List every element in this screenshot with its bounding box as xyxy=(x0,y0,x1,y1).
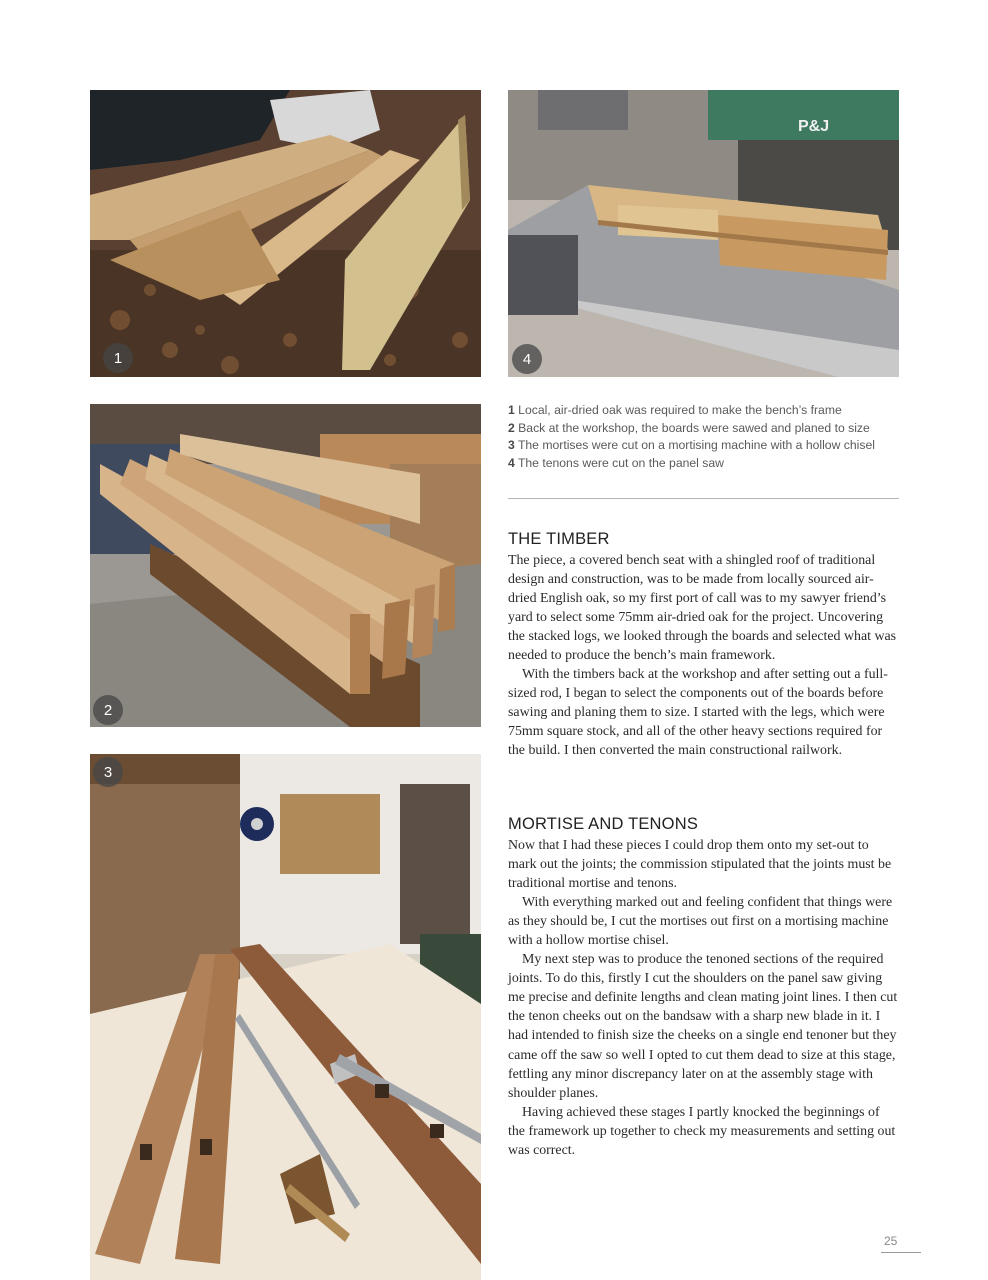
photo-number-badge: 1 xyxy=(103,343,133,373)
mortise-paragraph-4: Having achieved these stages I partly knocked the beginnings of the framework up together to check my measurements and setting out was correct. xyxy=(508,1104,896,1158)
panel-saw-illustration xyxy=(508,90,899,377)
caption-line: 3 The mortises were cut on a mortising machine with a hollow chisel xyxy=(508,438,875,453)
photo-captions xyxy=(508,402,900,472)
mortise-body xyxy=(508,836,900,1160)
photo-mortised-legs xyxy=(90,754,481,1280)
timber-body xyxy=(508,551,900,761)
caption-line: 4 The tenons were cut on the panel saw xyxy=(508,455,724,470)
heading-mortise-and-tenons: MORTISE AND TENONS xyxy=(508,815,699,833)
photo-planed-oak-sections xyxy=(90,404,481,727)
page-number: 25 xyxy=(884,1234,898,1248)
heading-the-timber: THE TIMBER xyxy=(508,530,610,548)
mortised-legs-illustration xyxy=(90,754,481,1280)
oak-boards-illustration xyxy=(90,90,481,377)
timber-paragraph-2: With the timbers back at the workshop and after setting out a full-sized rod, I began to select the components out of the boards before sawing and planing them to size. I started with the legs, which were 75mm square stock, and all of the other heavy sections required for the build. I then converted the main constructional railwork. xyxy=(508,667,888,759)
mortise-paragraph-3: My next step was to produce the tenoned sections of the required joints. To do this, firstly I cut the shoulders on the panel saw giving me precise and definite lengths and clean mating joint lines. I then cut the tenon cheeks out on the bandsaw with a sharp new blade in it. I had intended to finish size the cheeks on a single end tenoner but they came off the saw so well I opted to cut them dead to size at this stage, fettling any minor discrepancy later on at the assembly stage with shoulder planes. xyxy=(508,952,898,1101)
machine-brand-label: P&J xyxy=(798,118,830,135)
photo-number-badge: 2 xyxy=(93,695,123,725)
photo-number-badge: 3 xyxy=(93,757,123,787)
section-divider xyxy=(508,498,899,499)
caption-line: 1 Local, air-dried oak was required to make the bench’s frame xyxy=(508,403,842,417)
timber-paragraph-1: The piece, a covered bench seat with a shingled roof of traditional design and construction, was to be made from locally sourced air-dried English oak, so my first port of call was to my sawyer friend’s yard to select some 75mm air-dried oak for the project. Uncovering the stacked logs, we looked through the boards and selected what was needed to produce the bench’s main framework. xyxy=(508,553,897,664)
photo-number-badge: 4 xyxy=(512,344,542,374)
planed-sections-illustration xyxy=(90,404,481,727)
mortise-paragraph-1: Now that I had these pieces I could drop them onto my set-out to mark out the joints; the commission stipulated that the joints must be traditional mortise and tenons. xyxy=(508,838,892,892)
photo-oak-boards-outdoors xyxy=(90,90,481,377)
page-number-rule xyxy=(881,1252,921,1253)
photo-panel-saw xyxy=(508,90,899,377)
caption-line: 2 Back at the workshop, the boards were sawed and planed to size xyxy=(508,420,870,435)
mortise-paragraph-2: With everything marked out and feeling confident that things were as they should be, I cut the mortises out first on a mortising machine with a hollow mortise chisel. xyxy=(508,895,893,949)
